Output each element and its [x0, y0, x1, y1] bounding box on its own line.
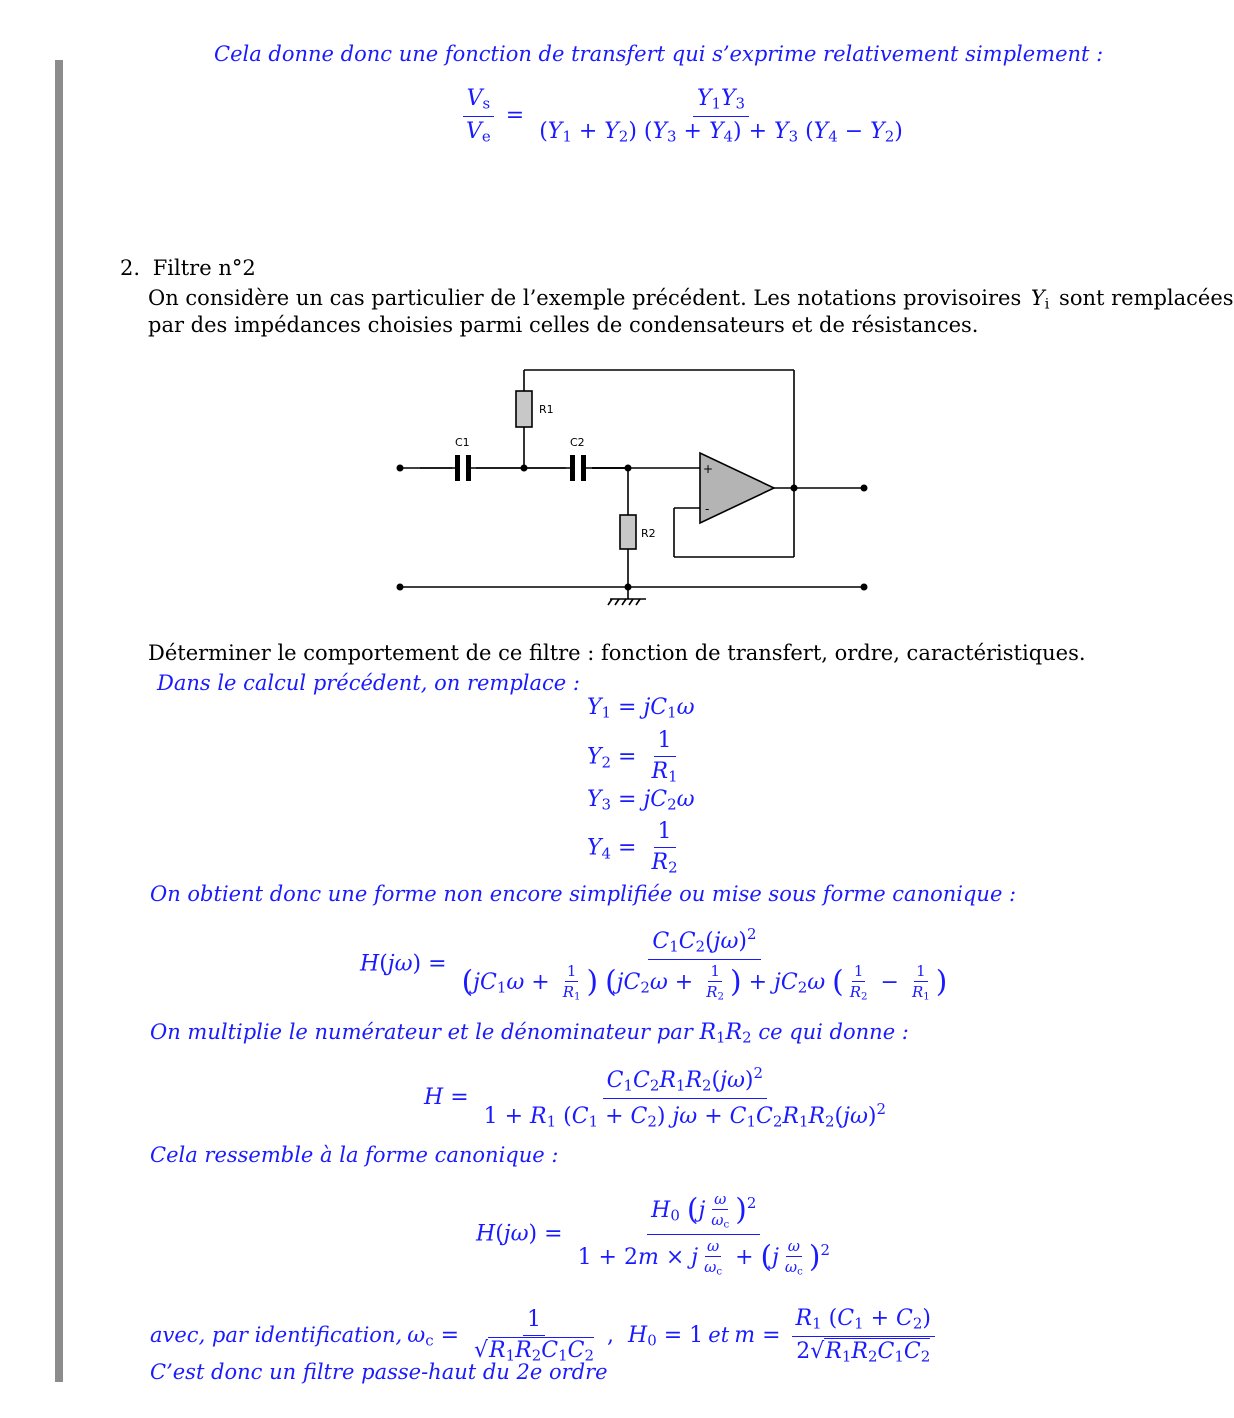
equation-m: m = $\frac{R_1 (C_1 + C_2)}{2√R_1R_2C_1C_2}$: [734, 1323, 939, 1348]
para-line1-text: On considère un cas particulier de l’exemple précédent. Les notations provisoires: [148, 286, 1022, 310]
para-line1-end: sont remplacées: [1059, 286, 1234, 310]
svg-text:+: +: [703, 462, 714, 476]
resistor-r1: [516, 391, 532, 427]
identification-line: [150, 1306, 939, 1366]
conclusion-text: C’est donc un filtre passe-haut du 2e ordre: [150, 1360, 608, 1384]
equation-omega-c: $\omega_c$ = $\frac{1}{√R_1R_2C_1C_2}$: [407, 1306, 594, 1365]
yi-symbol: $Y_i$: [1030, 286, 1050, 313]
ident-text: avec, par identification,: [150, 1323, 403, 1348]
label-c1: C1: [455, 436, 470, 449]
section-heading: [120, 256, 256, 280]
equation-h-raw: H(jω) = $C_1C_2(j\omega)^2$ ($jC_1\omega$ + $\frac{1}{R_1}$ ) ($jC_2\omega$ + $\frac{1}{R_2}$ ) + $jC_2\omega$ ( $\frac{1}{R_2}$ − $\frac{1}{R_1}$ ): [360, 925, 948, 1003]
section-title: Filtre n°2: [152, 256, 256, 280]
equation-h-multiplied: H = $\frac{C_1C_2R_1R_2(j\omega)^2}{1 + R_1 (C_1 + C_2) j\omega + C_1C_2R_1R_2(j\omega)^2}$: [424, 1064, 887, 1131]
circuit-diagram: [390, 365, 880, 610]
label-r1: R1: [539, 403, 554, 416]
equation-h-canonical: H(jω) = $H_0$ (j $\frac{\omega}{\omega_c}$ )$^2$ 1 + 2m × j $\frac{\omega}{\omega_c}$ + (j $\frac{\omega}{\omega_c}$ )$^2$: [476, 1190, 830, 1278]
et-text: et: [708, 1323, 730, 1348]
replace-text: Dans le calcul précédent, on remplace :: [157, 671, 580, 695]
label-c2: C2: [570, 436, 585, 449]
section-number: 2.: [120, 256, 141, 280]
multiply-text: On multiplie le numérateur et le dénominateur par: [150, 1020, 693, 1044]
section-paragraph-line1: [148, 286, 1234, 313]
question-text: Déterminer le comportement de ce filtre : fonction de transfert, ordre, caractéristiques.: [148, 641, 1086, 665]
obtain-text: On obtient donc une forme non encore simplifiée ou mise sous forme canonique :: [150, 882, 1017, 906]
equation-y4: $Y_4$ = $\frac{1}{R_2}$: [587, 819, 678, 878]
intro-text: Cela donne donc une fonction de transfert qui s’exprime relativement simplement :: [214, 42, 1104, 66]
resistor-r2: [620, 515, 636, 549]
svg-text:-: -: [705, 502, 710, 516]
equation-h0: , $H_0 = 1$: [607, 1323, 704, 1350]
multiply-end: ce qui donne :: [758, 1020, 909, 1044]
equation-vs-ve: $\frac{V_s}{V_e}$ = $\frac{Y_1Y_3}{(Y_1 + Y_2) (Y_3 + Y_4) + Y_3 (Y_4 - Y_2)}$: [458, 86, 911, 146]
label-r2: R2: [641, 527, 656, 540]
equation-y1: $Y_1 = jC_1\omega$: [587, 695, 695, 722]
capacitor-c2: [524, 455, 628, 481]
r1r2-symbol: $R_1R_2$: [699, 1020, 752, 1047]
resemble-text: Cela ressemble à la forme canonique :: [150, 1143, 559, 1167]
equation-y2: $Y_2$ = $\frac{1}{R_1}$: [587, 728, 678, 787]
answer-margin-bar: [55, 60, 63, 1382]
equation-y3: $Y_3 = jC_2\omega$: [587, 787, 695, 814]
section-paragraph-line2: par des impédances choisies parmi celles de condensateurs et de résistances.: [148, 313, 979, 337]
capacitor-c1: [420, 455, 524, 481]
multiply-line: [150, 1020, 909, 1047]
